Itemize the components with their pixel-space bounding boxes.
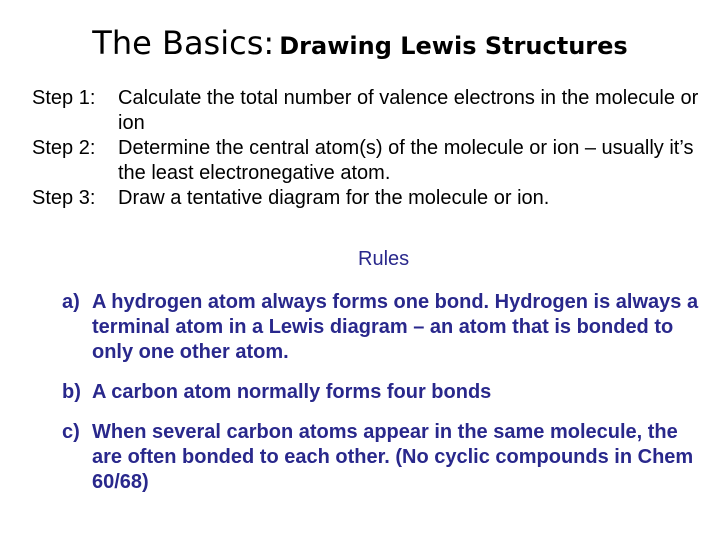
step-label: Step 3: <box>32 187 96 209</box>
step-text: Calculate the total number of valence electrons in the molecule or ion <box>118 87 699 134</box>
step-label: Step 2: <box>32 137 96 159</box>
rule-letter: c) <box>62 421 80 443</box>
step-text: Determine the central atom(s) of the molecule or ion – usually it’s the least electronegative atom. <box>118 137 694 184</box>
steps-list <box>32 86 712 211</box>
rules-list <box>62 290 712 510</box>
rule-item <box>62 380 712 405</box>
rules-heading: Rules <box>358 248 410 270</box>
title-main: The Basics: <box>92 24 275 62</box>
step-label: Step 1: <box>32 87 96 109</box>
rule-letter: a) <box>62 291 80 313</box>
step-item <box>32 186 712 211</box>
rule-letter: b) <box>62 381 81 403</box>
step-item <box>32 136 712 186</box>
step-text: Draw a tentative diagram for the molecule or ion. <box>118 187 550 209</box>
step-item <box>32 86 712 136</box>
rule-text: A carbon atom normally forms four bonds <box>92 381 492 403</box>
rule-item <box>62 420 712 495</box>
rule-item <box>62 290 712 365</box>
slide-title <box>0 24 720 62</box>
rule-text: A hydrogen atom always forms one bond. Hydrogen is always a terminal atom in a Lewis diagram – an atom that is bonded to only one other atom. <box>92 291 699 363</box>
rule-text: When several carbon atoms appear in the same molecule, the are often bonded to each other. (No cyclic compounds in Chem 60/68) <box>92 421 694 493</box>
title-sub: Drawing Lewis Structures <box>279 32 628 60</box>
